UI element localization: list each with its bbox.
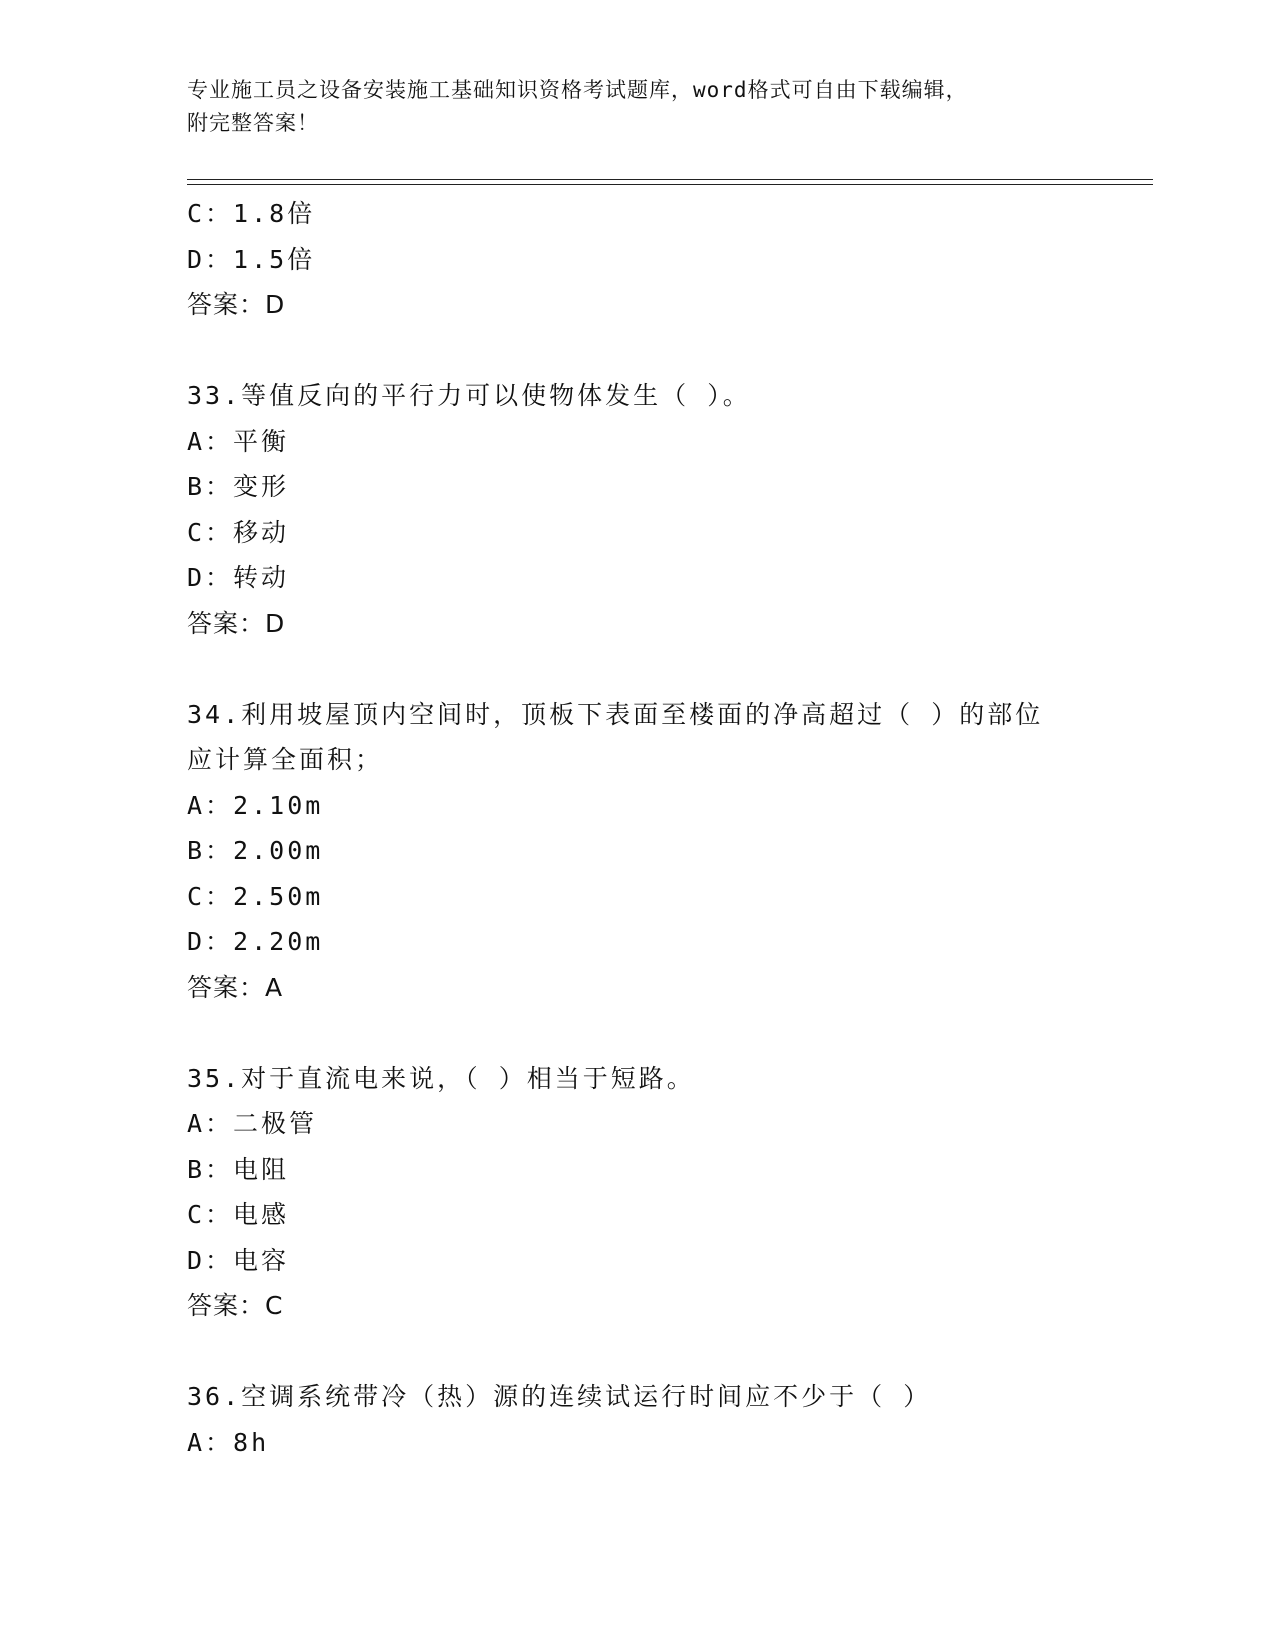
option-d: D：电容 [187, 1245, 290, 1275]
option-b: B：变形 [187, 472, 290, 501]
question-stem-line-2: 应计算全面积； [187, 745, 384, 774]
option-a: A：8h [187, 1427, 270, 1457]
answer-line: 答案：A [187, 972, 284, 1002]
option-d: D：1.5倍 [187, 244, 316, 274]
question-gap [187, 328, 1147, 374]
header-divider-top [187, 179, 1153, 180]
question-34 [187, 692, 1147, 1011]
document-header [187, 74, 1087, 140]
question-35 [187, 1056, 1147, 1329]
option-d: D：2.20m [187, 927, 324, 956]
option-b: B：电阻 [187, 1154, 290, 1184]
header-line-2: 附完整答案！ [187, 111, 319, 135]
answer-line: 答案：D [187, 608, 286, 638]
question-gap [187, 1010, 1147, 1056]
option-d: D：转动 [187, 563, 290, 592]
option-a: A：平衡 [187, 426, 290, 456]
question-stem-line-1: 34.利用坡屋顶内空间时，顶板下表面至楼面的净高超过（ ）的部位 [187, 699, 1044, 729]
option-c: C：移动 [187, 517, 290, 547]
option-c: C：2.50m [187, 881, 324, 911]
question-36 [187, 1374, 1147, 1465]
answer-line: 答案：C [187, 1291, 284, 1320]
question-stem: 36.空调系统带冷（热）源的连续试运行时间应不少于（ ） [187, 1382, 932, 1411]
option-a: A：2.10m [187, 790, 324, 820]
header-divider-bottom [187, 184, 1153, 185]
question-stem: 33.等值反向的平行力可以使物体发生（ ）。 [187, 381, 751, 410]
option-b: B：2.00m [187, 836, 324, 865]
question-33 [187, 373, 1147, 646]
option-a: A：二极管 [187, 1109, 318, 1138]
question-gap [187, 1329, 1147, 1375]
question-gap [187, 646, 1147, 692]
option-c: C：1.8倍 [187, 199, 316, 228]
header-line-1: 专业施工员之设备安装施工基础知识资格考试题库，word格式可自由下载编辑， [187, 78, 968, 102]
option-c: C：电感 [187, 1200, 290, 1229]
answer-line: 答案：D [187, 290, 286, 319]
question-32-remainder [187, 191, 1147, 328]
question-stem: 35.对于直流电来说，（ ）相当于短路。 [187, 1063, 695, 1093]
question-list [187, 191, 1147, 1465]
